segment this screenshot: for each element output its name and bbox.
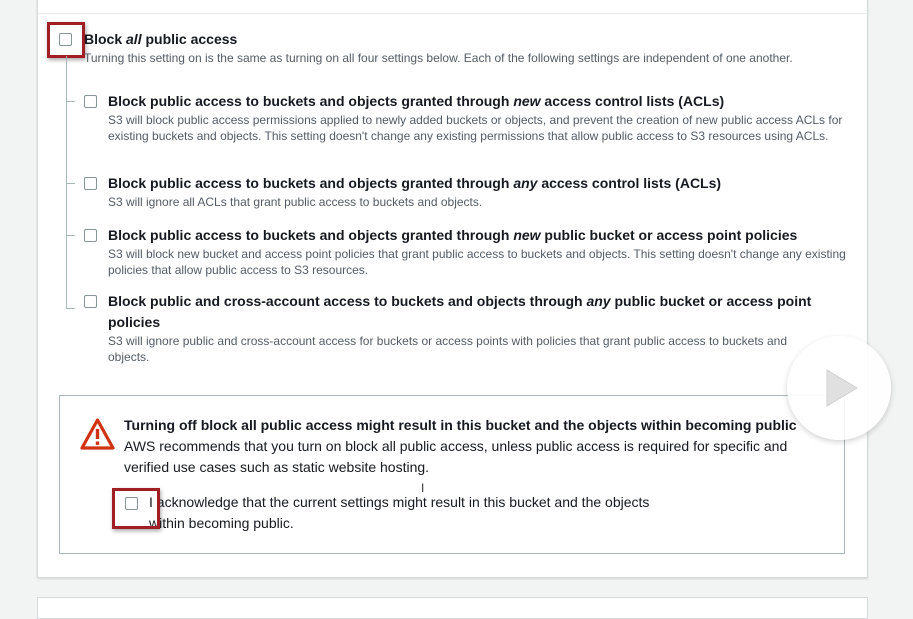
click-highlight xyxy=(112,488,160,529)
option-any-acls-title: Block public access to buckets and objects granted through any access control lists (ACLs) xyxy=(108,175,722,191)
tree-branch xyxy=(66,101,75,102)
click-highlight xyxy=(47,22,85,58)
option-new-policies-title: Block public access to buckets and objects granted through new public bucket or access point policies xyxy=(108,227,798,243)
acknowledge-label[interactable]: I acknowledge that the current settings might result in this bucket and the objects within becoming public. xyxy=(149,494,650,531)
warning-triangle-icon xyxy=(80,417,115,452)
warning-title: Turning off block all public access might result in this bucket and the objects within becoming public xyxy=(124,417,797,433)
next-panel xyxy=(37,597,868,619)
option-any-acls-checkbox[interactable] xyxy=(84,177,97,190)
play-button[interactable] xyxy=(787,336,891,440)
tree-branch xyxy=(66,183,75,184)
option-new-policies-description: S3 will block new bucket and access point policies that grant public access to buckets and objects. This setting doesn't change any existing policies that allow public access to S3 resources. xyxy=(108,247,846,277)
option-any-acls-description: S3 will ignore all ACLs that grant public access to buckets and objects. xyxy=(108,195,483,209)
option-new-acls-checkbox[interactable] xyxy=(84,95,97,108)
text-cursor-icon: I xyxy=(421,481,425,495)
warning-body: AWS recommends that you turn on block all public access, unless public access is required for specific and verified use cases such as static website hosting. xyxy=(124,438,788,475)
option-new-acls-description: S3 will block public access permissions applied to newly added buckets or objects, and prevent the creation of new public access ACLs for existing buckets and objects. This setting doesn't change any existing permissions that allow public access to S3 resources using ACLs. xyxy=(108,113,843,143)
option-any-policies-description: S3 will ignore public and cross-account access for buckets or access points with policies that grant public access to buckets and objects. xyxy=(108,334,788,364)
option-any-policies-checkbox[interactable] xyxy=(84,295,97,308)
block-all-description: Turning this setting on is the same as turning on all four settings below. Each of the following settings are independent of one another. xyxy=(84,51,793,65)
panel-divider xyxy=(38,13,867,14)
option-any-policies-title: Block public and cross-account access to buckets and objects through any public bucket or access point policies xyxy=(108,293,812,330)
play-icon xyxy=(825,368,859,408)
tree-branch xyxy=(66,235,75,236)
tree-branch xyxy=(66,308,75,309)
block-all-title: Block all public access xyxy=(84,31,238,47)
option-new-policies-checkbox[interactable] xyxy=(84,229,97,242)
option-new-acls-title: Block public access to buckets and objects granted through new access control lists (ACLs) xyxy=(108,93,725,109)
